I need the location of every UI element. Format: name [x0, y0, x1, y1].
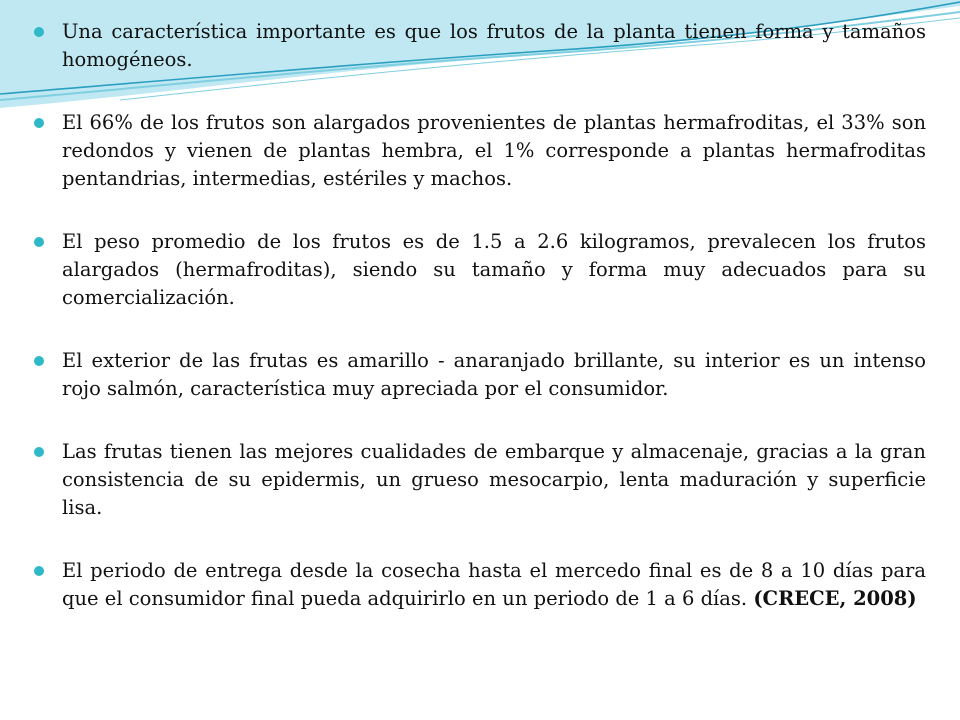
bullet-text-4: El exterior de las frutas es amarillo - anaranjado brillante, su interior es un intenso rojo salmón, característica muy apreciada por el consumidor.: [62, 349, 926, 400]
bullet-item-4: [34, 347, 926, 403]
bullet-dot-icon: [34, 27, 44, 37]
bullet-item-1: [34, 18, 926, 74]
bullet-dot-icon: [34, 356, 44, 366]
bullet-text-5: Las frutas tienen las mejores cualidades de embarque y almacenaje, gracias a la gran consistencia de su epidermis, un grueso mesocarpio, lenta maduración y superficie lisa.: [62, 440, 926, 519]
bullet-text-1: Una característica importante es que los frutos de la planta tienen forma y tamaños homogéneos.: [62, 20, 926, 71]
bullet-text-2: El 66% de los frutos son alargados provenientes de plantas hermafroditas, el 33% son redondos y vienen de plantas hembra, el 1% corresponde a plantas hermafroditas pentandrias, intermedias, estériles y machos.: [62, 111, 926, 190]
bullet-text-6: El periodo de entrega desde la cosecha hasta el mercedo final es de 8 a 10 días para que el consumidor final pueda adquirirlo en un periodo de 1 a 6 días.: [62, 559, 926, 610]
bullet-dot-icon: [34, 237, 44, 247]
bullet-dot-icon: [34, 447, 44, 457]
bullet-dot-icon: [34, 566, 44, 576]
bullet-item-2: [34, 109, 926, 193]
bullet-list: [34, 18, 926, 648]
bullet-dot-icon: [34, 118, 44, 128]
bullet-item-6: [34, 557, 926, 613]
bullet-item-5: [34, 438, 926, 522]
bullet-text-3: El peso promedio de los frutos es de 1.5 a 2.6 kilogramos, prevalecen los frutos alargados (hermafroditas), siendo su tamaño y forma muy adecuados para su comercialización.: [62, 230, 926, 309]
bullet-item-3: [34, 228, 926, 312]
citation: (CRECE, 2008): [753, 587, 917, 610]
